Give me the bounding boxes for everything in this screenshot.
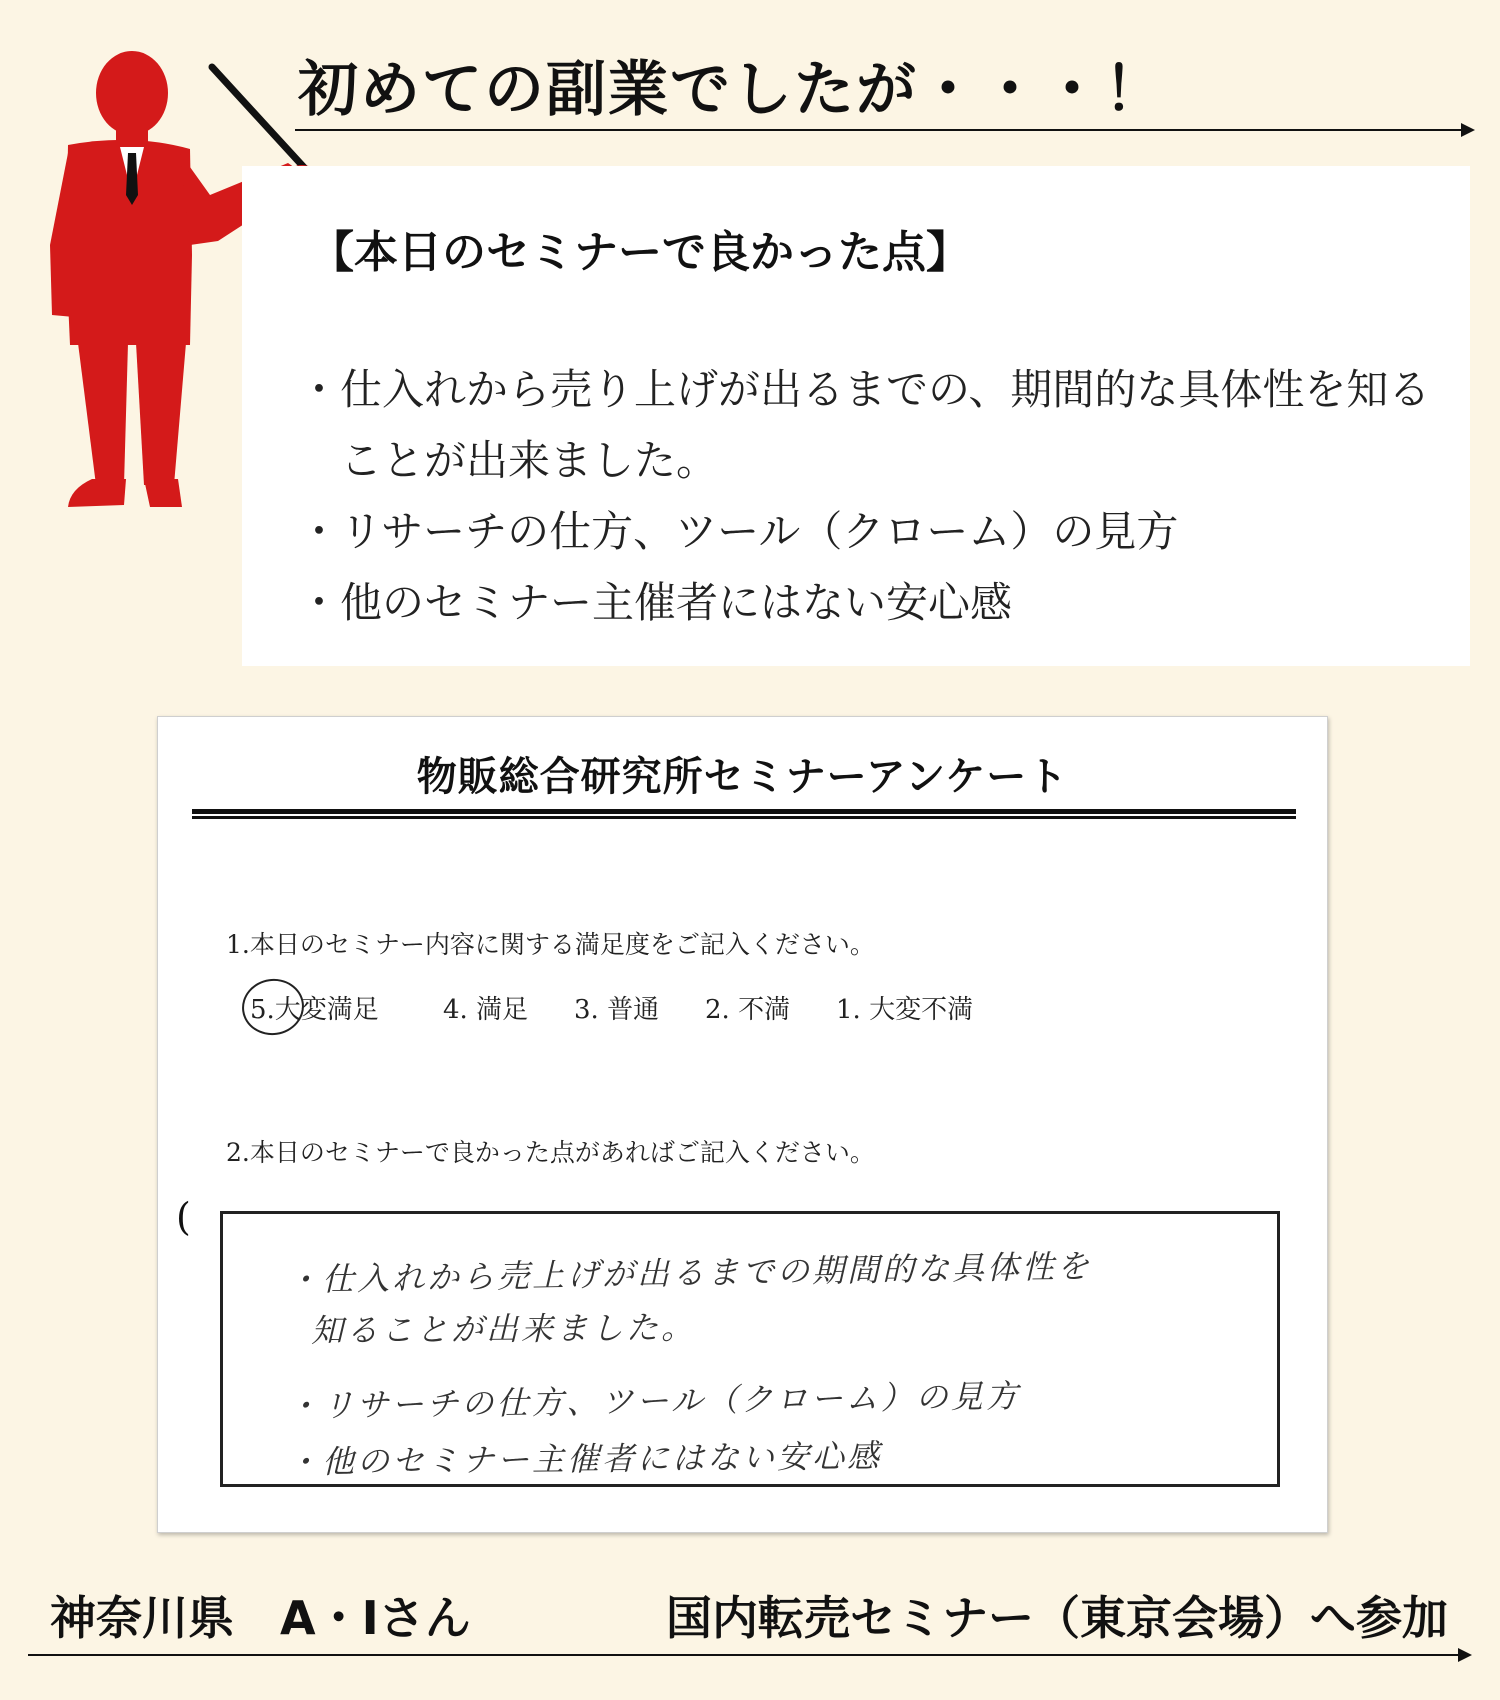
title-rule — [192, 809, 1296, 814]
rating-option: 2. 不満 — [705, 995, 791, 1025]
rating-option: 1. 大変不満 — [836, 995, 974, 1025]
headline-arrow — [295, 129, 1473, 131]
respondent-name: 神奈川県 A・Iさん — [50, 1591, 471, 1645]
rating-option: 5.大変満足 — [250, 995, 379, 1025]
event-name: 国内転売セミナー（東京会場）へ参加 — [666, 1591, 1448, 1645]
open-paren: ( — [176, 1195, 191, 1239]
rating-option: 4. 満足 — [443, 995, 529, 1025]
questionnaire-scan — [157, 716, 1328, 1533]
summary-point: ・ 仕入れから売り上げが出るまでの、期間的な具体性を知ることが出来ました。 — [304, 354, 1454, 496]
handwritten-line: ・他のセミナー主催者にはない安心感 — [286, 1436, 883, 1482]
title-rule — [192, 816, 1296, 819]
questionnaire-title: 物販総合研究所セミナーアンケート — [416, 753, 1069, 800]
summary-point: ・ リサーチの仕方、ツール（クローム）の見方 — [304, 496, 1454, 567]
summary-title: 【本日のセミナーで良かった点】 — [310, 227, 970, 278]
question-2: 2.本日のセミナーで良かった点があればご記入ください。 — [226, 1138, 875, 1167]
headline: 初めての副業でしたが・・・！ — [298, 55, 1166, 125]
answer-box — [220, 1211, 1280, 1487]
rating-option: 3. 普通 — [574, 995, 660, 1025]
handwritten-line: ・仕入れから売上げが出るまでの期間的な具体性を — [286, 1246, 1093, 1300]
summary-card — [242, 166, 1470, 666]
handwritten-line: 知ることが出来ました。 — [310, 1308, 697, 1350]
handwritten-line: ・リサーチの仕方、ツール（クローム）の見方 — [286, 1376, 1021, 1426]
summary-points — [304, 354, 1454, 638]
footer-arrow — [28, 1654, 1470, 1656]
summary-point: ・ 他のセミナー主催者にはない安心感 — [304, 567, 1454, 638]
question-1: 1.本日のセミナー内容に関する満足度をご記入ください。 — [226, 930, 875, 959]
